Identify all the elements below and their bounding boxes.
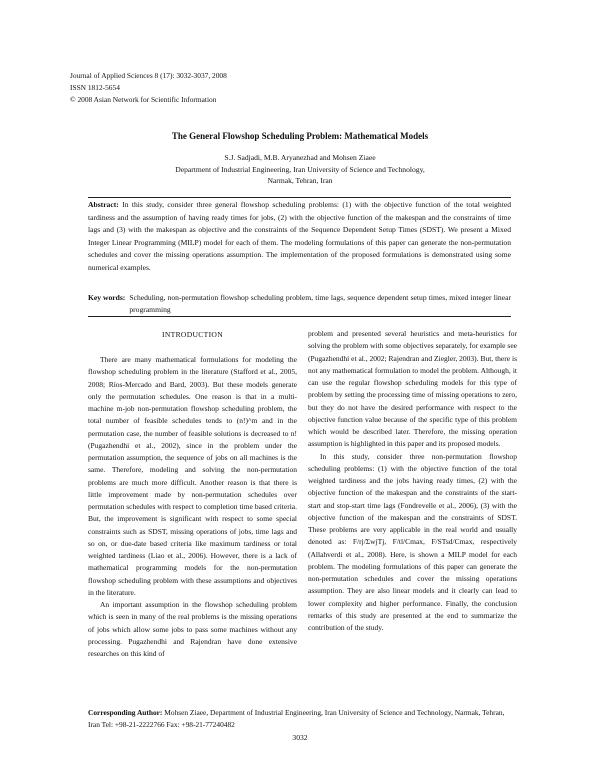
author-block [0, 152, 600, 187]
footnote [88, 707, 512, 731]
paragraph: An important assumption in the flowshop scheduling problem which is seen in many of the real problems is the missing operations of jobs which allow some jobs to pass some machines without any processing. Pugazhendhi and Rajendran have done extensive researches on this kind of [88, 600, 297, 658]
affiliation: Department of Industrial Engineering, Iran University of Science and Technology, [175, 164, 425, 174]
left-column [88, 354, 297, 660]
footnote-label: Corresponding Author: [88, 708, 163, 717]
journal-header [70, 70, 227, 106]
journal-citation: Journal of Applied Sciences 8 (17): 3032-3037, 2008 [70, 71, 227, 80]
keywords [88, 292, 511, 317]
paragraph: There are many mathematical formulations for modeling the flowshop scheduling problem in the literature (Stafford et al., 2005, 2008; Ríos-Mercado and Bard, 2003). But these models generate only the permutation schedules. One reason is that in a multi-machine m-job non-permutation flowshop scheduling problem, the total number of feasible schedules tends to (n!)^m and in the permutation case, the number of feasible solutions is decreased to n! (Pugazhendhi et al., 2002), since in the problem under the permutation assumption, the sequence of jobs on all machines is the same. Therefore, modeling and solving the non-permutation problems are much more difficult. Another reason is that there is little improvement made by non-permutation schedules over permutation schedules with respect to completion time based criteria. But, the improvement is significant with respect to some special constraints such as SDST, missing operations of jobs, time lags and so on, or due-date based criteria like maximum tardiness or total weighted tardiness (Liao et al., 2006). However, there is a lack of mathematical programming models for the non-permutation flowshop scheduling problem with these assumptions and objectives in the literature. [88, 355, 297, 597]
divider-top [88, 197, 511, 198]
abstract [88, 199, 511, 275]
right-column [308, 328, 517, 634]
affiliation-location: Narmak, Tehran, Iran [267, 176, 333, 185]
keywords-label: Key words: [88, 293, 126, 302]
section-heading-introduction: INTRODUCTION [162, 330, 223, 339]
copyright: © 2008 Asian Network for Scientific Information [70, 95, 217, 104]
paper-title: The General Flowshop Scheduling Problem: Mathematical Models [171, 131, 429, 141]
divider-bottom [88, 316, 511, 317]
paragraph: problem and presented several heuristics and meta-heuristics for solving the problem with some objectives separately, for example see (Pugazhendhi et al., 2002; Rajendran and Ziegler, 2003). But, there is not any mathematical formulation to model the problem. Although, it can use the regular flowshop scheduling models for this type of problem by setting the processing time of missing operations to zero, but they do not have the desired performance with respect to the objective function value because of the specific type of this problem which would be described later. Therefore, the missing operation assumption is highlighted in this paper and its proposed models. [308, 329, 517, 449]
abstract-text: In this study, consider three general flowshop scheduling problems: (1) with the objective function of the total weighted tardiness and the assumption of having ready times for jobs, (2) with the objective function of the makespan and the constraints of time lags and (3) with the makespan as objective and the constraints of the Sequence Dependent Setup Times (SDST). We present a Mixed Integer Linear Programming (MILP) model for each of them. The modeling formulations of this paper can generate the non-permutation schedules and cover the missing operations assumption. The implementation of the proposed formulations is demonstrated using some numerical examples. [88, 200, 511, 272]
footnote-text: Mohsen Ziaee, Department of Industrial Engineering, Iran University of Science and Technology, Narmak, Tehran, Iran Tel: +98-21-2222766 Fax: +98-21-77240482 [88, 708, 505, 729]
page-number: 3032 [292, 733, 308, 742]
paragraph: In this study, consider three non-permutation flowshop scheduling problems: (1) with the objective function of the total weighted tardiness and the jobs having ready times, (2) with the objective function of the makespan and the constraints of the start-start and stop-start time lags (Fondrevelle et al., 2006), (3) with the objective function of the makespan and the constraints of SDST. These problems are very applicable in the real world and usually denoted as: F/rj/ΣwjTj, F/tl/Cmax, F/STsd/Cmax, respectively (Allahverdi et al., 2008). Here, is shown a MILP model for each problem. The modeling formulations of this paper can generate the non-permutation schedules and cover the missing operations assumption. They are also linear models and it clearly can lead to lower complexity and higher performance. Finally, the conclusion remarks of this study are presented at the end to summarize the contribution of the study. [308, 451, 517, 632]
authors: S.J. Sadjadi, M.B. Aryanezhad and Mohsen Ziaee [224, 153, 376, 162]
keywords-text: Scheduling, non-permutation flowshop scheduling problem, time lags, sequence dependent setup times, mixed integer linear programming [129, 293, 511, 315]
issn: ISSN 1812-5654 [70, 83, 120, 92]
abstract-label: Abstract: [88, 200, 119, 209]
